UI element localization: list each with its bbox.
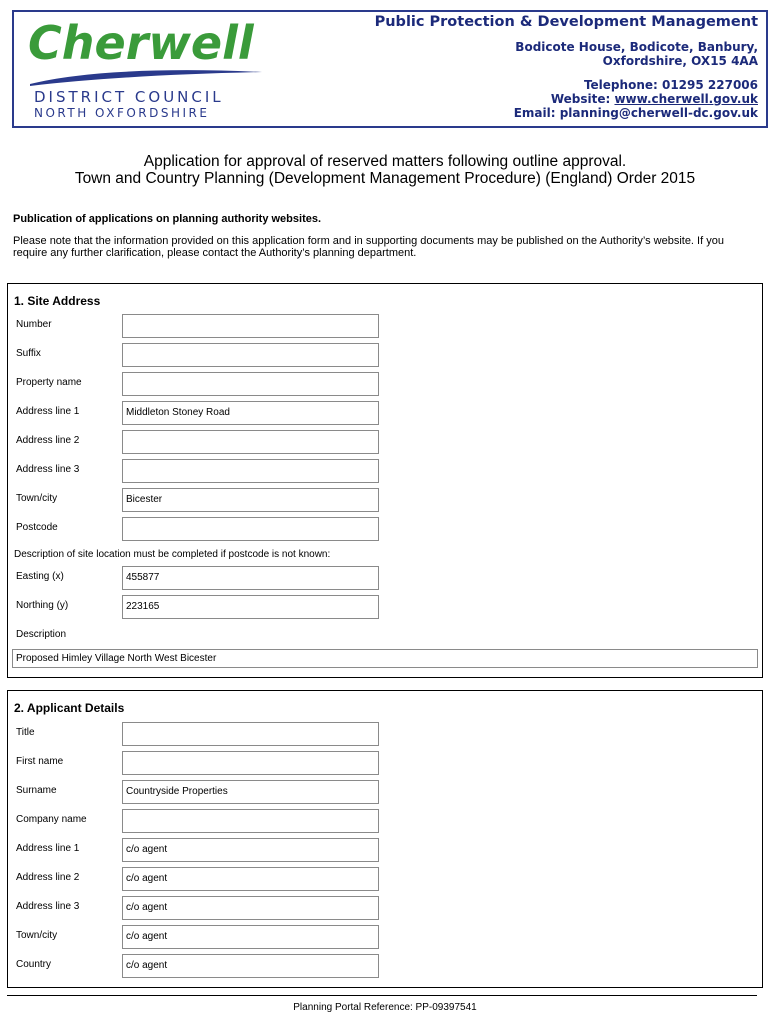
applicant-address-line-1-field[interactable]: c/o agent (122, 838, 379, 862)
website-link[interactable]: www.cherwell.gov.uk (614, 92, 758, 106)
website-line (375, 92, 758, 106)
title-line-2: Town and Country Planning (Development Management Procedure) (England) Order 2015 (74, 170, 696, 187)
document-title (0, 153, 770, 187)
website-label: Website: (550, 92, 615, 106)
title-field[interactable] (122, 722, 379, 746)
applicant-country-field[interactable]: c/o agent (122, 954, 379, 978)
applicant-address-line-2-field[interactable]: c/o agent (122, 867, 379, 891)
field-label: Country (16, 959, 52, 970)
postcode-field[interactable] (122, 517, 379, 541)
field-label: Address line 1 (16, 406, 80, 417)
field-label: Title (16, 727, 35, 738)
northing-field[interactable]: 223165 (122, 595, 379, 619)
field-label: Address line 3 (16, 901, 80, 912)
field-label: Company name (16, 814, 87, 825)
address-line-1-field[interactable]: Middleton Stoney Road (122, 401, 379, 425)
council-logo-wordmark: Cherwell (28, 16, 254, 70)
field-label: Suffix (16, 348, 41, 359)
field-label: Northing (y) (16, 600, 69, 611)
company-name-field[interactable] (122, 809, 379, 833)
address-line-3-field[interactable] (122, 459, 379, 483)
description-label: Description (16, 629, 67, 640)
field-label: Surname (16, 785, 57, 796)
field-label: Town/city (16, 930, 58, 941)
portal-reference: Planning Portal Reference: PP-09397541 (293, 1002, 477, 1013)
department-title: Public Protection & Development Management (374, 14, 758, 30)
field-label: Property name (16, 377, 82, 388)
title-line-1: Application for approval of reserved matters following outline approval. (143, 153, 627, 170)
publication-text: Please note that the information provided on this application form and in supporting documents may be published on the Authority’s website. If you require any further clarification, please contact the Authority’s planning department. (13, 235, 724, 259)
applicant-details-section (7, 690, 763, 988)
location-note: Description of site location must be completed if postcode is not known: (14, 549, 331, 560)
description-field[interactable]: Proposed Himley Village North West Bicester (12, 649, 758, 668)
field-label: Town/city (16, 493, 58, 504)
field-label: Address line 1 (16, 843, 80, 854)
field-label: Number (16, 319, 52, 330)
field-label: Easting (x) (16, 571, 64, 582)
council-header (12, 10, 768, 128)
address-line-2: Oxfordshire, OX15 4AA (602, 54, 758, 68)
header-contact-block (375, 14, 758, 120)
telephone: Telephone: 01295 227006 (583, 78, 758, 92)
logo-district-council: DISTRICT COUNCIL (34, 88, 224, 106)
email-line[interactable]: Email: planning@cherwell-dc.gov.uk (513, 106, 758, 120)
publication-heading: Publication of applications on planning authority websites. (13, 213, 322, 225)
property-name-field[interactable] (122, 372, 379, 396)
address-line-2-field[interactable] (122, 430, 379, 454)
section-title: 1. Site Address (14, 294, 101, 308)
number-field[interactable] (122, 314, 379, 338)
applicant-address-line-3-field[interactable]: c/o agent (122, 896, 379, 920)
easting-field[interactable]: 455877 (122, 566, 379, 590)
suffix-field[interactable] (122, 343, 379, 367)
logo-north-oxfordshire: NORTH OXFORDSHIRE (34, 106, 210, 120)
field-label: Address line 2 (16, 435, 80, 446)
address-line-1: Bodicote House, Bodicote, Banbury, (515, 40, 758, 54)
site-address-section (7, 283, 763, 678)
field-label: First name (16, 756, 64, 767)
field-label: Address line 3 (16, 464, 80, 475)
first-name-field[interactable] (122, 751, 379, 775)
applicant-town-city-field[interactable]: c/o agent (122, 925, 379, 949)
field-label: Postcode (16, 522, 58, 533)
section-title: 2. Applicant Details (14, 701, 125, 715)
field-label: Address line 2 (16, 872, 80, 883)
logo-swoosh-icon (26, 66, 266, 88)
footer-divider (7, 995, 757, 996)
surname-field[interactable]: Countryside Properties (122, 780, 379, 804)
town-city-field[interactable]: Bicester (122, 488, 379, 512)
